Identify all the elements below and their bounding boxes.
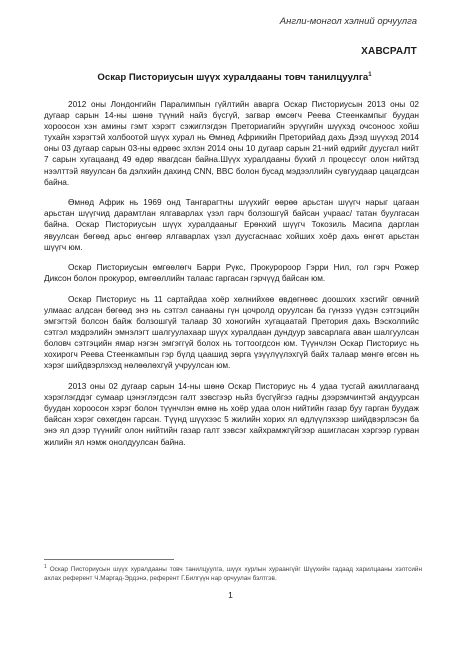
- footnote-text: Оскар Писториусын шүүх хуралдааны товч танилцуулга, шүүх хурлын хураангүйг Шүүхийн гадаад харилцааны хэлтсийн ахлах референт Ч.Маргад-Эрдэнэ, референт Г.Билгүүн нар орчуулан бэлтгэв.: [44, 566, 423, 582]
- footnote: [44, 563, 422, 583]
- footnote-marker: 1: [44, 564, 47, 570]
- paragraph: 2013 оны 02 дугаар сарын 14-ны шөнө Оскар Писториус нь 4 удаа тусгай ажиллагаанд хэрэглэгддэг сумаар цэнэглэгдсэн галт зэвсгээр ньйз бүсгүйгээ гадны дээрэмчинтэй андуурсан буудан хороосон хэрэг болон түүнчлэн өмнө нь хоёр удаа олон нийтийн газар буу гарган буудаж байсан хэрэг сөхөгдөн гарсан. Түүнд шүүхээс 5 жилийн хорих ял өдлүүлэхээр шийдвэрлэсэн ба энэ ял дээр түүнийг олон нийтийн газар галт зэвсэг хайхрамжгүйгээр ашигласан хэргээр гурван жилийн ял нэмж онолдуулсан байна.: [44, 382, 419, 447]
- title-text: Оскар Писториусын шүүх хуралдааны товч танилцуулга: [97, 72, 369, 84]
- running-header: Англи-монгол хэлний орчуулга: [279, 16, 417, 27]
- paragraph: Оскар Писториус нь 11 сартайдаа хоёр хөлнийхөө өвдөгнөөс доошхих хэсгийг овчний улмааc алдсан бөгөөд энэ нь сэтгэл санааны гүн цочролд оруулсан ба гүнзээ үүдэн сэтгэцийн эмгэгтэй болсон байж болзошгүй талаар 30 хоногийн хугацаатай Претория дахь Вэсколпийс сэтгэл мэдрэлийн эмнэлэгт шалгуулахаар шүүх хуралдаан дундуур завсарлага аван шалгуулсан боловч сэтгэцийн ямар нэгэн эмгэггүй болох нь тогтоогдсон юм. Түүнчлэн Оскар Писториус нь хохирогч Реева Стеенкампын гэр бүлд цаашид зөрга үзүүлүүлэхгүй байх талаар мөнгө өгсөн нь хэрэг шийдвэрлэхэд нөлөөлөхгүй учруулсан юм.: [44, 294, 419, 371]
- document-body: [44, 99, 419, 457]
- paragraph: 2012 оны Лондонгийн Паралимпын гүйлтийн аварга Оскар Писториусын 2013 оны 02 дугаар сарын 14-ны шөнө түүний найз бүсгүй, загвар өмсөгч Реева Стеенкампыг буудан хороосон хэн амины гэмт хэрэгт сэжиглэгдэн Преториагийн эрүүгийн шүүхэд очсоноос хойш тухайн хэрэгтэй холбоотой шүүх хурал нь Өмнөд Африкийн Преторийад дахь Дээд шүүхэд 2014 оны 03 дугаар сарын 03-ны өдрөөс эхлэн 2014 оны 10 дугаар сарын 21-ний өдрийг дуусгал нийт 7 сарын хугацаанд 49 өдөр явагдсан байна.Шүүх хуралдааны бүхий л процессүг олон нийтэд нээлттэй явуулсан ба дэлхийн дахинд CNN, BBC болон бусад мэдээллийн сувгуудаар цацагдсан байна.: [44, 100, 419, 187]
- document-title: [44, 72, 425, 83]
- paragraph: Оскар Писториусын өмгөөлөгч Барри Рүкс, Прокурорoор Гэрри Нил, гол гэрч Рожер Диксон болон прокурор, өмгөөллийн талаас гаргасан гэрчүүд байсан юм.: [44, 263, 419, 284]
- section-label: ХАВСРАЛТ: [361, 46, 417, 57]
- paragraph: Өмнөд Африк нь 1969 онд Тангарагтны шүүхийг өөрөө арьстан шүүгч нарыг цагаан арьстан шүүгчид дарамтлан ялгаварлах үзэл гарч болзошгүй байсан учраас/ татан буулгасан байна. Оскар Писториусын шүүх хуралдааныг Ерөнхий шүүгч Токозиль Масипа дарглан явуулсан бөгөөд арьс өнгөөр ялгаварлах үзэл дуусгаснаас хойших хоёр дахь өнгөт арьстан шүүгч юм.: [44, 198, 419, 252]
- page-number: 1: [228, 590, 233, 600]
- footnote-divider: [44, 559, 174, 560]
- footnote-reference[interactable]: 1: [368, 72, 372, 78]
